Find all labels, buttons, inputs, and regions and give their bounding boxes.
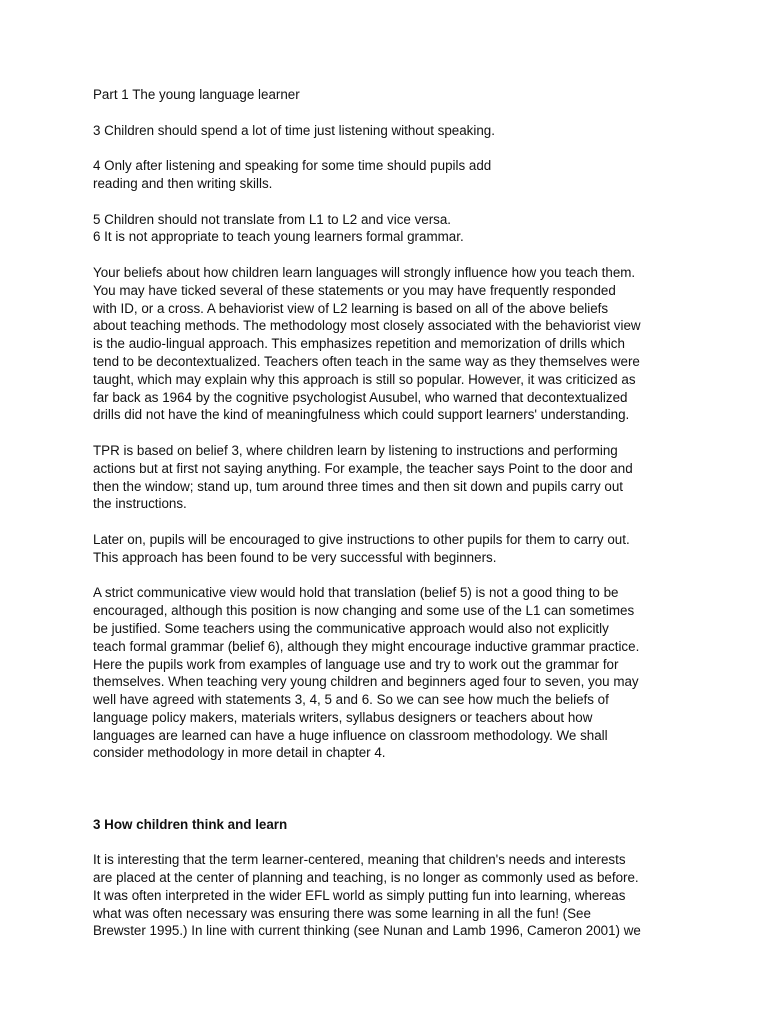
statement-4: 4 Only after listening and speaking for some time should pupils add reading and then writing skills. (93, 158, 492, 191)
statement-3: 3 Children should spend a lot of time just listening without speaking. (93, 122, 495, 138)
paragraph-tpr: TPR is based on belief 3, where children learn by listening to instructions and performing actions but at first not saying anything. For example, the teacher says Point to the door and then the window; stand up, tum around three times and then sit down and pupils carry out the instructions. (93, 442, 633, 512)
paragraph-later: Later on, pupils will be encouraged to give instructions to other pupils for them to carry out. This approach has been found to be very successful with beginners. (93, 531, 630, 565)
statement-5: 5 Children should not translate from L1 to L2 and vice versa. (93, 211, 452, 227)
section-heading: 3 How children think and learn (93, 816, 288, 832)
paragraph-beliefs: Your beliefs about how children learn languages will strongly influence how you teach them. You may have ticked several of these statements or you may have frequently responded with ID, or a cross. A behaviorist view of L2 learning is based on all of the above beliefs about teaching methods. The methodology most closely associated with the behaviorist view is the audio-lingual approach. This emphasizes repetition and memorization of drills which tend to be decontextualized. Teachers often teach in the same way as they themselves were taught, which may explain why this approach is still so popular. However, it was criticized as far back as 1964 by the cognitive psychologist Ausubel, who warned that decontextualized drills did not have the kind of meaningfulness which could support learners' understanding. (93, 264, 641, 423)
paragraph-communicative: A strict communicative view would hold that translation (belief 5) is not a good thing to be encouraged, although this position is now changing and some use of the L1 can sometimes be justified. Some teachers using the communicative approach would also not explicitly teach formal grammar (belief 6), although they might encourage inductive grammar practice. Here the pupils work from examples of language use and try to work out the grammar for themselves. When teaching very young children and beginners aged four to seven, you may well have agreed with statements 3, 4, 5 and 6. So we can see how much the beliefs of language policy makers, materials writers, syllabus designers or teachers about how languages are learned can have a huge influence on classroom methodology. We shall consider methodology in more detail in chapter 4. (93, 585, 640, 761)
part-title: Part 1 The young language learner (93, 87, 300, 102)
statement-6: 6 It is not appropriate to teach young learners formal grammar. (93, 229, 464, 245)
paragraph-learner-centered: It is interesting that the term learner-centered, meaning that children's needs and interests are placed at the center of planning and teaching, is no longer as commonly used as before. It was often interpreted in the wider EFL world as simply putting fun into learning, whereas what was often necessary was ensuring there was some learning in all the fun! (See Brewster 1995.) In line with current thinking (see Nunan and Lamb 1996, Cameron 2001) we (93, 852, 641, 939)
document-page (93, 86, 683, 940)
